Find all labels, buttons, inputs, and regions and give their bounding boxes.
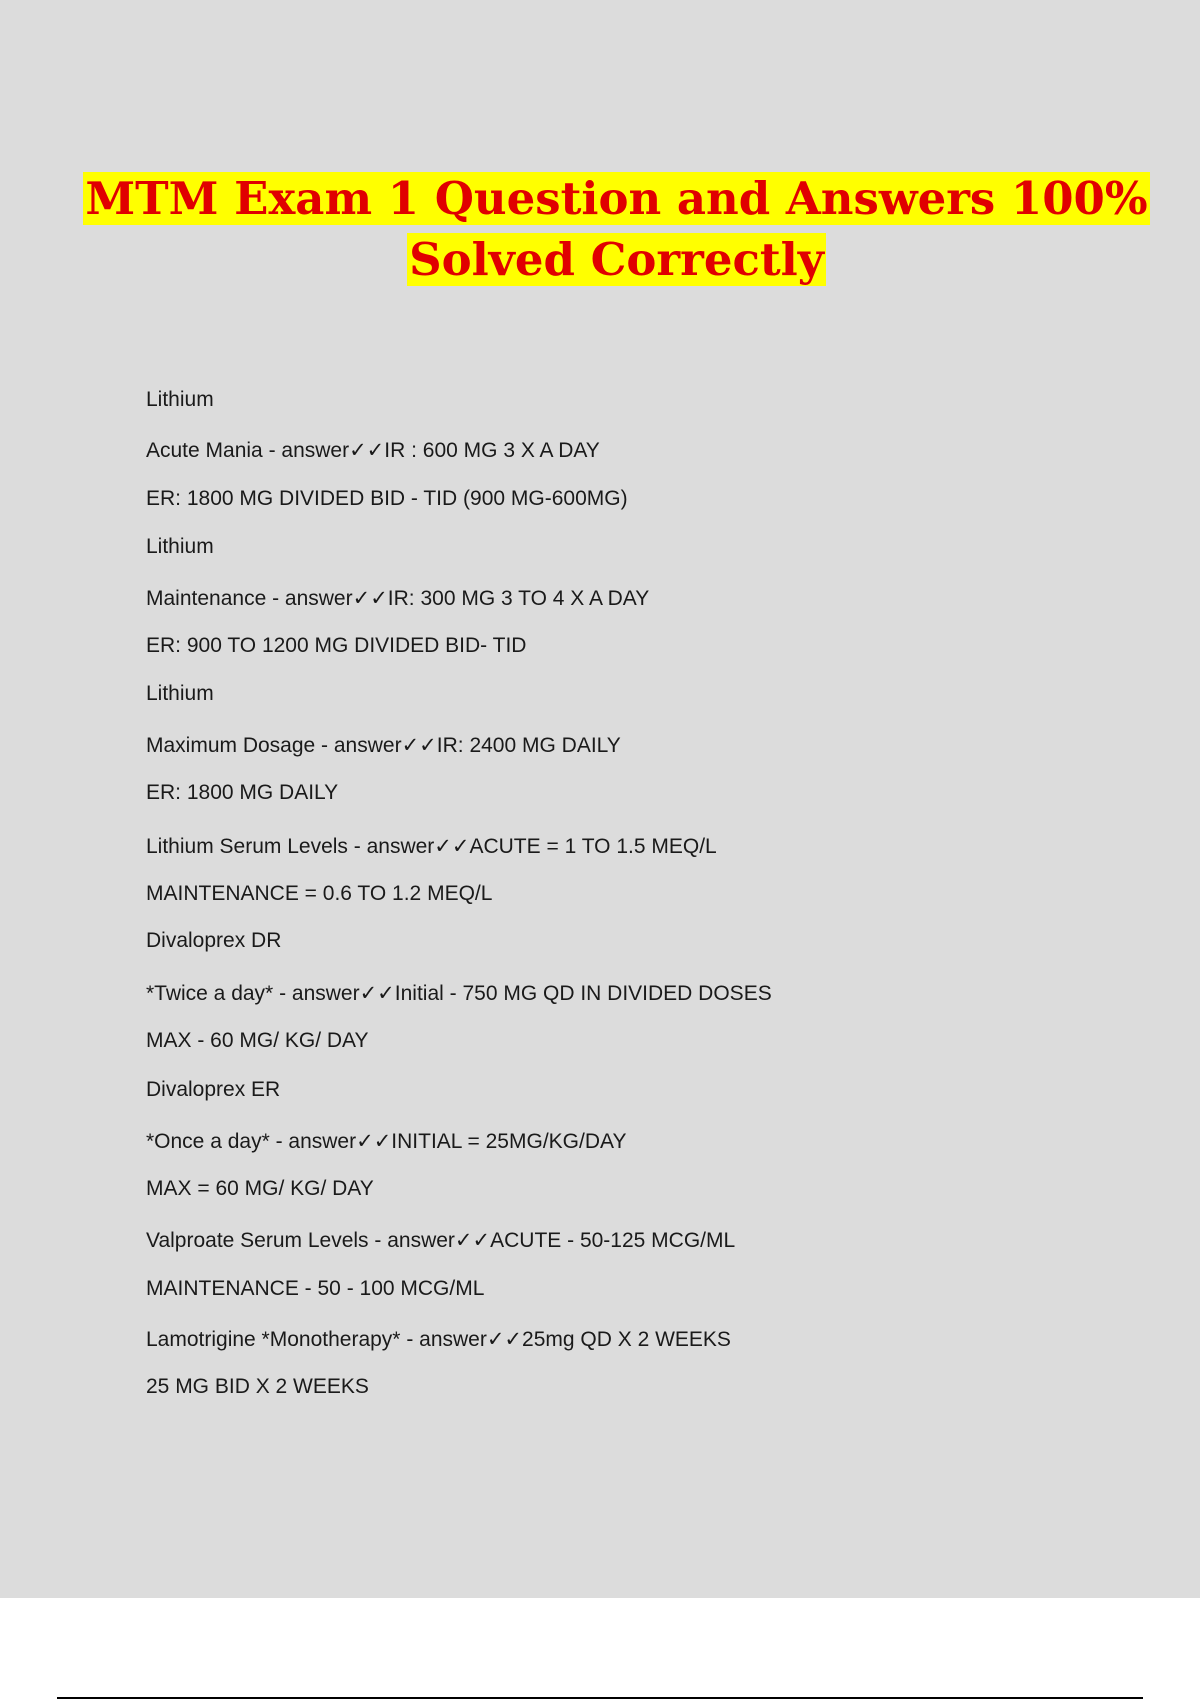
qa-line: Lithium Serum Levels - answer✓✓ACUTE = 1 TO 1.5 MEQ/L [146, 835, 717, 858]
qa-line: Lithium [146, 535, 214, 558]
qa-line: ER: 1800 MG DIVIDED BID - TID (900 MG-600MG) [146, 487, 628, 510]
qa-line: 25 MG BID X 2 WEEKS [146, 1375, 369, 1398]
qa-line: *Twice a day* - answer✓✓Initial - 750 MG QD IN DIVIDED DOSES [146, 982, 772, 1005]
qa-line: Lamotrigine *Monotherapy* - answer✓✓25mg QD X 2 WEEKS [146, 1328, 731, 1351]
qa-line: Maintenance - answer✓✓IR: 300 MG 3 TO 4 X A DAY [146, 587, 650, 610]
document-title [0, 168, 1200, 290]
qa-line: ER: 900 TO 1200 MG DIVIDED BID- TID [146, 634, 527, 657]
footer-divider [57, 1697, 1143, 1699]
title-line-2: Solved Correctly [409, 233, 824, 286]
qa-line: MAX - 60 MG/ KG/ DAY [146, 1029, 369, 1052]
qa-line: Lithium [146, 388, 214, 411]
title-line-1: MTM Exam 1 Question and Answers 100% [85, 172, 1148, 225]
qa-line: MAX = 60 MG/ KG/ DAY [146, 1177, 374, 1200]
qa-line: MAINTENANCE = 0.6 TO 1.2 MEQ/L [146, 882, 493, 905]
qa-line: Acute Mania - answer✓✓IR : 600 MG 3 X A DAY [146, 439, 600, 462]
qa-line: Lithium [146, 682, 214, 705]
qa-line: Divaloprex ER [146, 1078, 281, 1101]
qa-line: Valproate Serum Levels - answer✓✓ACUTE - 50-125 MCG/ML [146, 1229, 736, 1252]
qa-line: MAINTENANCE - 50 - 100 MCG/ML [146, 1277, 485, 1300]
qa-line: ER: 1800 MG DAILY [146, 781, 339, 804]
qa-line: Maximum Dosage - answer✓✓IR: 2400 MG DAILY [146, 734, 621, 757]
qa-line: *Once a day* - answer✓✓INITIAL = 25MG/KG/DAY [146, 1130, 627, 1153]
qa-line: Divaloprex DR [146, 929, 282, 952]
